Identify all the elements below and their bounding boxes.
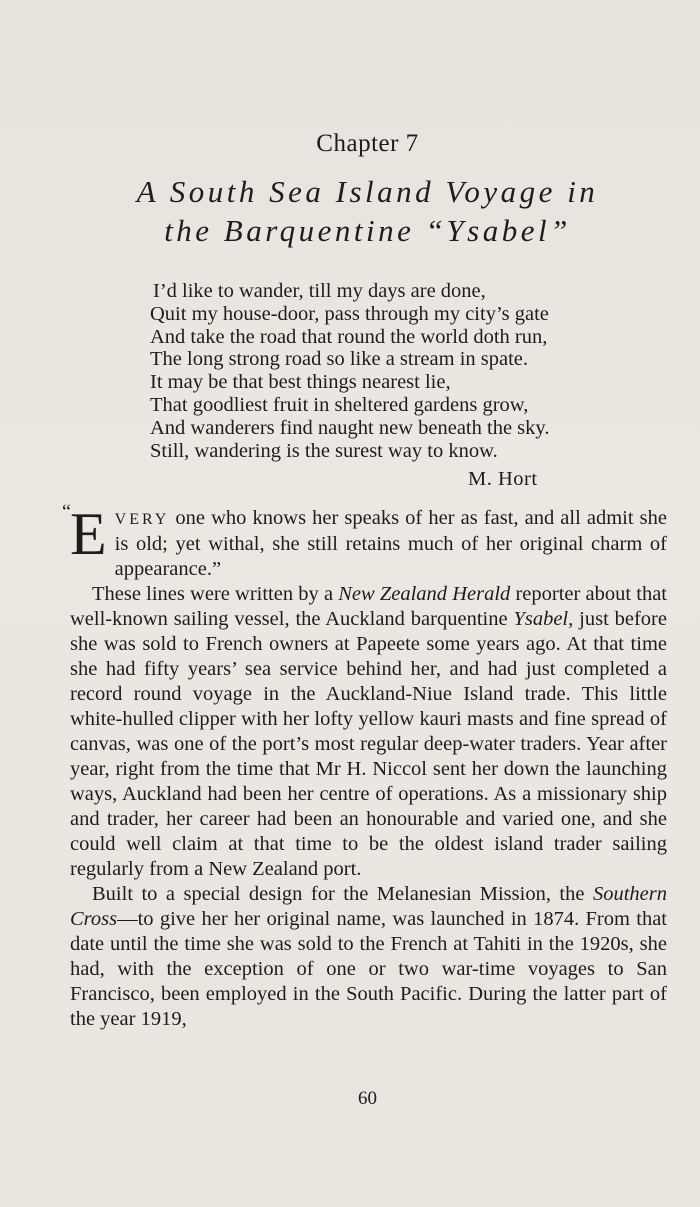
- paragraph-3-text-a: Built to a special design for the Melanesian Mission, the: [92, 883, 593, 905]
- poem-line: And take the road that round the world doth run,: [150, 325, 548, 348]
- paragraph-1-text: one who knows her speaks of her as fast, and all admit she is old; yet withal, she still retains much of her original charm of appearance.”: [114, 507, 667, 580]
- poem-attribution: M. Hort: [468, 468, 538, 490]
- newspaper-name: New Zealand Herald: [338, 583, 511, 605]
- paragraph-1: [62, 501, 667, 582]
- chapter-title-line-1: A South Sea Island Voyage in: [136, 174, 599, 209]
- first-word-smallcaps: VERY: [114, 511, 170, 528]
- ship-name: Ysabel,: [513, 608, 574, 630]
- poem-line: That goodliest fruit in sheltered gardens grow,: [150, 393, 529, 416]
- poem-line: I’d like to wander, till my days are done,: [153, 280, 486, 302]
- poem-line: Still, wandering is the surest way to know.: [150, 439, 498, 462]
- chapter-heading: Chapter 7: [316, 130, 419, 157]
- page-number: 60: [358, 1088, 377, 1109]
- chapter-title-line-2: the Barquentine “Ysabel”: [164, 213, 571, 248]
- poem-line: The long strong road so like a stream in spate.: [150, 348, 529, 371]
- ship-original-name: Southern Cross: [70, 883, 667, 930]
- poem-line: Quit my house-door, pass through my city’s gate: [150, 302, 549, 325]
- poem-line: It may be that best things nearest lie,: [150, 371, 451, 394]
- drop-cap: E: [70, 501, 107, 567]
- paragraph-2: [70, 582, 667, 882]
- paragraph-2-text-b: reporter about that well-known sailing vessel, the Auckland barquentine: [70, 583, 667, 630]
- paragraph-2-text-a: These lines were written by a: [92, 583, 339, 605]
- chapter-title: [0, 172, 700, 250]
- poem-line: And wanderers find naught new beneath the sky.: [150, 416, 550, 439]
- epigraph-poem: [150, 280, 610, 462]
- paragraph-3-text-b: —to give her her original name, was launched in 1874. From that date until the time she was sold to the French at Tahiti in the 1920s, she had, with the exception of one or two war-time voyages to San Francisco, been employed in the South Pacific. During the latter part of the year 1919,: [70, 908, 667, 1030]
- paragraph-2-text-c: just before she was sold to French owners at Papeete some years ago. At that time she had fifty years’ sea service behind her, and had just completed a record round voyage in the Auckland-Niue Island trade. This little white-hulled clipper with her lofty yellow kauri masts and fine spread of canvas, was one of the port’s most regular deep-water traders. Year after year, right from the time that Mr H. Niccol sent her down the launching ways, Auckland had been her centre of operations. As a missionary ship and trader, her career had been an honourable and varied one, and she could well claim at that time to be the oldest island trader sailing regularly from a New Zealand port.: [70, 608, 667, 880]
- body-text: [62, 501, 667, 1032]
- open-quote: “: [62, 501, 71, 523]
- paragraph-3: [70, 882, 667, 1032]
